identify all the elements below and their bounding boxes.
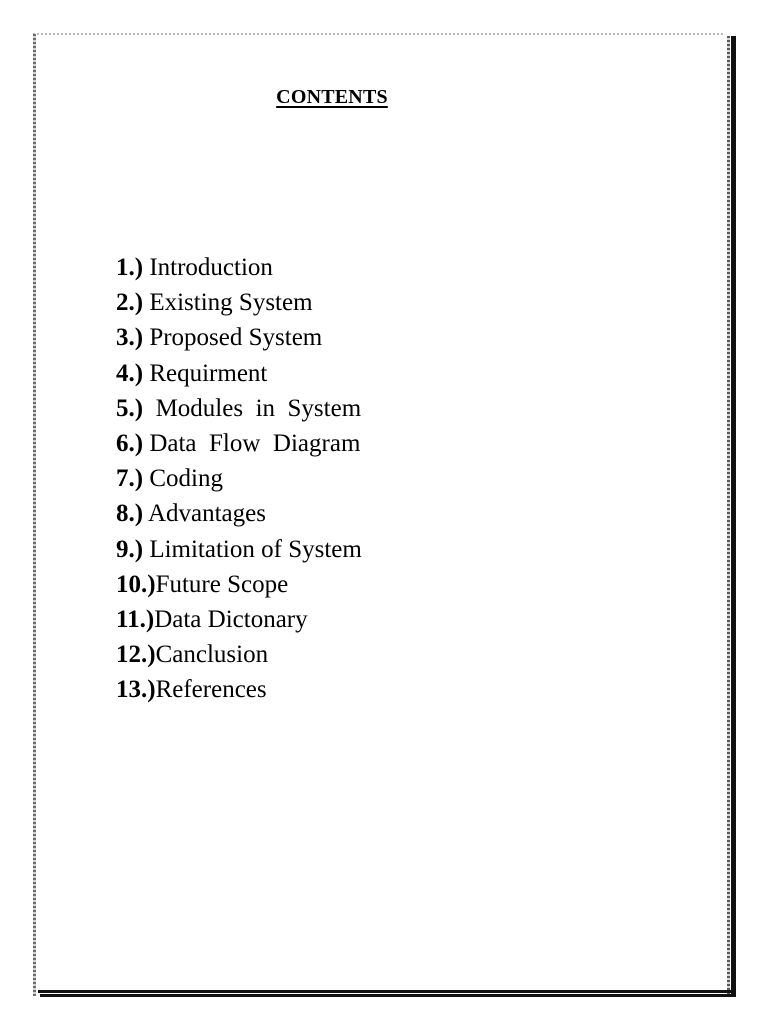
- page-border-right-outer: [731, 36, 736, 997]
- toc-item: [116, 426, 362, 461]
- contents-title: CONTENTS: [276, 86, 388, 108]
- toc-item: [116, 356, 362, 391]
- toc-item: [116, 672, 362, 707]
- toc-item-number: 5.): [116, 394, 144, 422]
- table-of-contents: [116, 250, 362, 707]
- toc-item-label: Coding: [143, 465, 223, 493]
- toc-item-label: Requirment: [143, 359, 268, 387]
- toc-item-label: Modules in System: [143, 394, 362, 422]
- toc-item: [116, 567, 362, 602]
- toc-item-number: 11.): [116, 605, 155, 633]
- toc-item: [116, 250, 362, 285]
- toc-item: [116, 285, 362, 320]
- toc-item-number: 10.): [116, 570, 156, 598]
- page-border-right-inner: [727, 36, 730, 994]
- toc-item-label: Data Dictonary: [154, 605, 308, 633]
- page-border-bottom: [38, 990, 731, 993]
- toc-item-number: 13.): [116, 676, 156, 704]
- toc-item-number: 9.): [116, 535, 144, 563]
- toc-item: [116, 320, 362, 355]
- toc-item-label: Future Scope: [155, 570, 289, 598]
- toc-item: [116, 532, 362, 567]
- toc-item-label: Proposed System: [143, 324, 323, 352]
- page-border-left: [33, 34, 36, 996]
- toc-item-number: 1.): [116, 254, 144, 281]
- toc-item-number: 7.): [116, 465, 144, 493]
- toc-item-label: Advantages: [143, 500, 266, 528]
- toc-item-label: Data Flow Diagram: [143, 429, 361, 457]
- toc-item: [116, 602, 362, 637]
- page-border-bottom-shadow: [40, 994, 736, 997]
- toc-item-number: 4.): [116, 359, 144, 387]
- toc-item: [116, 461, 362, 496]
- toc-item-label: Limitation of System: [143, 535, 362, 563]
- toc-item-number: 2.): [116, 289, 144, 317]
- toc-item-label: Canclusion: [155, 641, 269, 669]
- toc-item-label: Introduction: [143, 254, 273, 281]
- toc-item-number: 12.): [116, 641, 156, 669]
- toc-item-label: Existing System: [143, 289, 313, 317]
- page-border-top: [33, 33, 725, 35]
- toc-item: [116, 496, 362, 531]
- toc-item-number: 8.): [116, 500, 144, 528]
- toc-item: [116, 391, 362, 426]
- toc-item-label: References: [155, 676, 267, 704]
- toc-item-number: 6.): [116, 429, 144, 457]
- toc-item: [116, 637, 362, 672]
- toc-item-number: 3.): [116, 324, 144, 352]
